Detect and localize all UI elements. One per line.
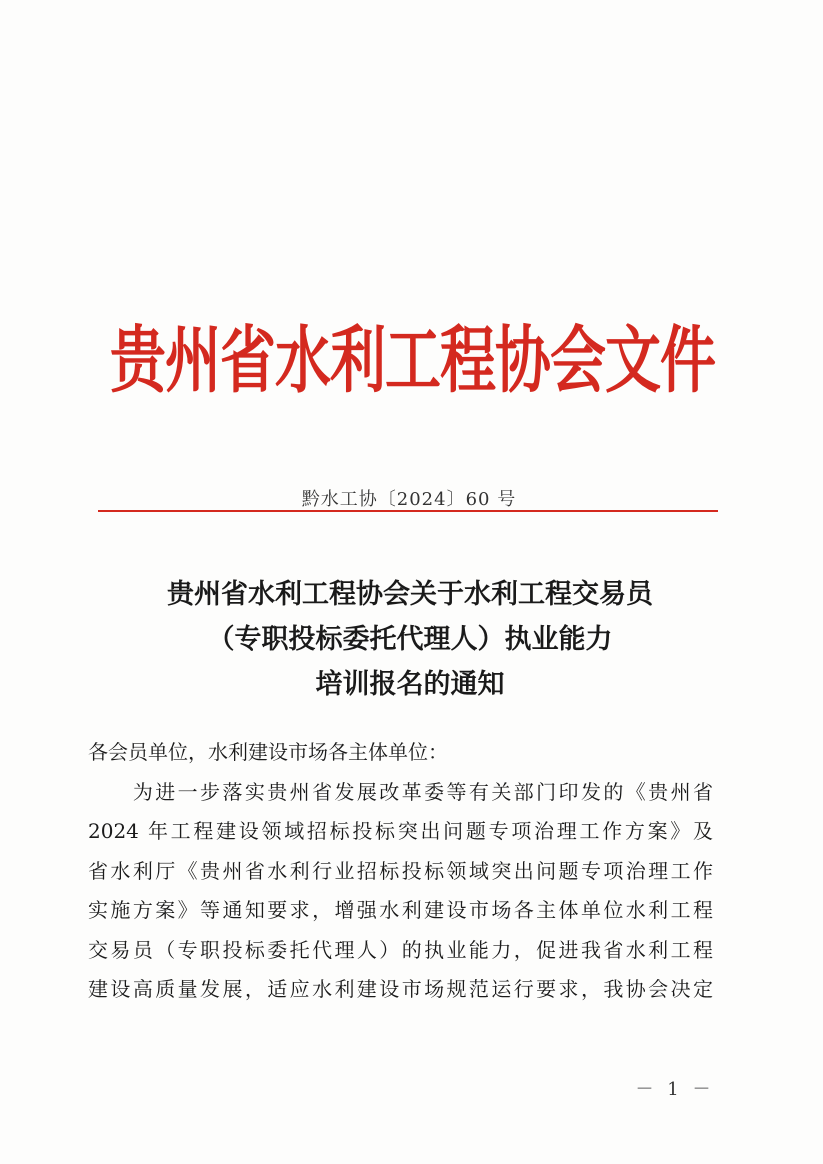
paragraph-line: 为进一步落实贵州省发展改革委等有关部门印发的《贵州省: [88, 779, 713, 804]
title-line: （专职投标委托代理人）执业能力: [207, 624, 613, 655]
salutation: 各会员单位，水利建设市场各主体单位：: [88, 740, 448, 764]
masthead-title: 贵州省水利工程协会文件: [110, 319, 715, 404]
body-text: [88, 733, 713, 1010]
paragraph-line: 建设高质量发展，适应水利建设市场规范运行要求，我协会决定: [88, 977, 713, 1001]
paragraph-line: 交易员（专职投标委托代理人）的执业能力，促进我省水利工程: [88, 937, 713, 962]
title-line: 贵州省水利工程协会关于水利工程交易员: [167, 579, 653, 610]
paragraph-line: 省水利厅《贵州省水利行业招标投标领域突出问题专项治理工作: [88, 858, 713, 883]
document-number: 黔水工协〔2024〕60 号: [301, 489, 517, 510]
page-number: － 1 －: [635, 1079, 715, 1100]
document-title: [90, 572, 730, 707]
red-divider: [98, 510, 718, 512]
paragraph-line: 2024 年工程建设领域招标投标突出问题专项治理工作方案》及: [88, 819, 713, 843]
paragraph-line: 实施方案》等通知要求，增强水利建设市场各主体单位水利工程: [88, 898, 713, 922]
title-line: 培训报名的通知: [315, 669, 505, 700]
